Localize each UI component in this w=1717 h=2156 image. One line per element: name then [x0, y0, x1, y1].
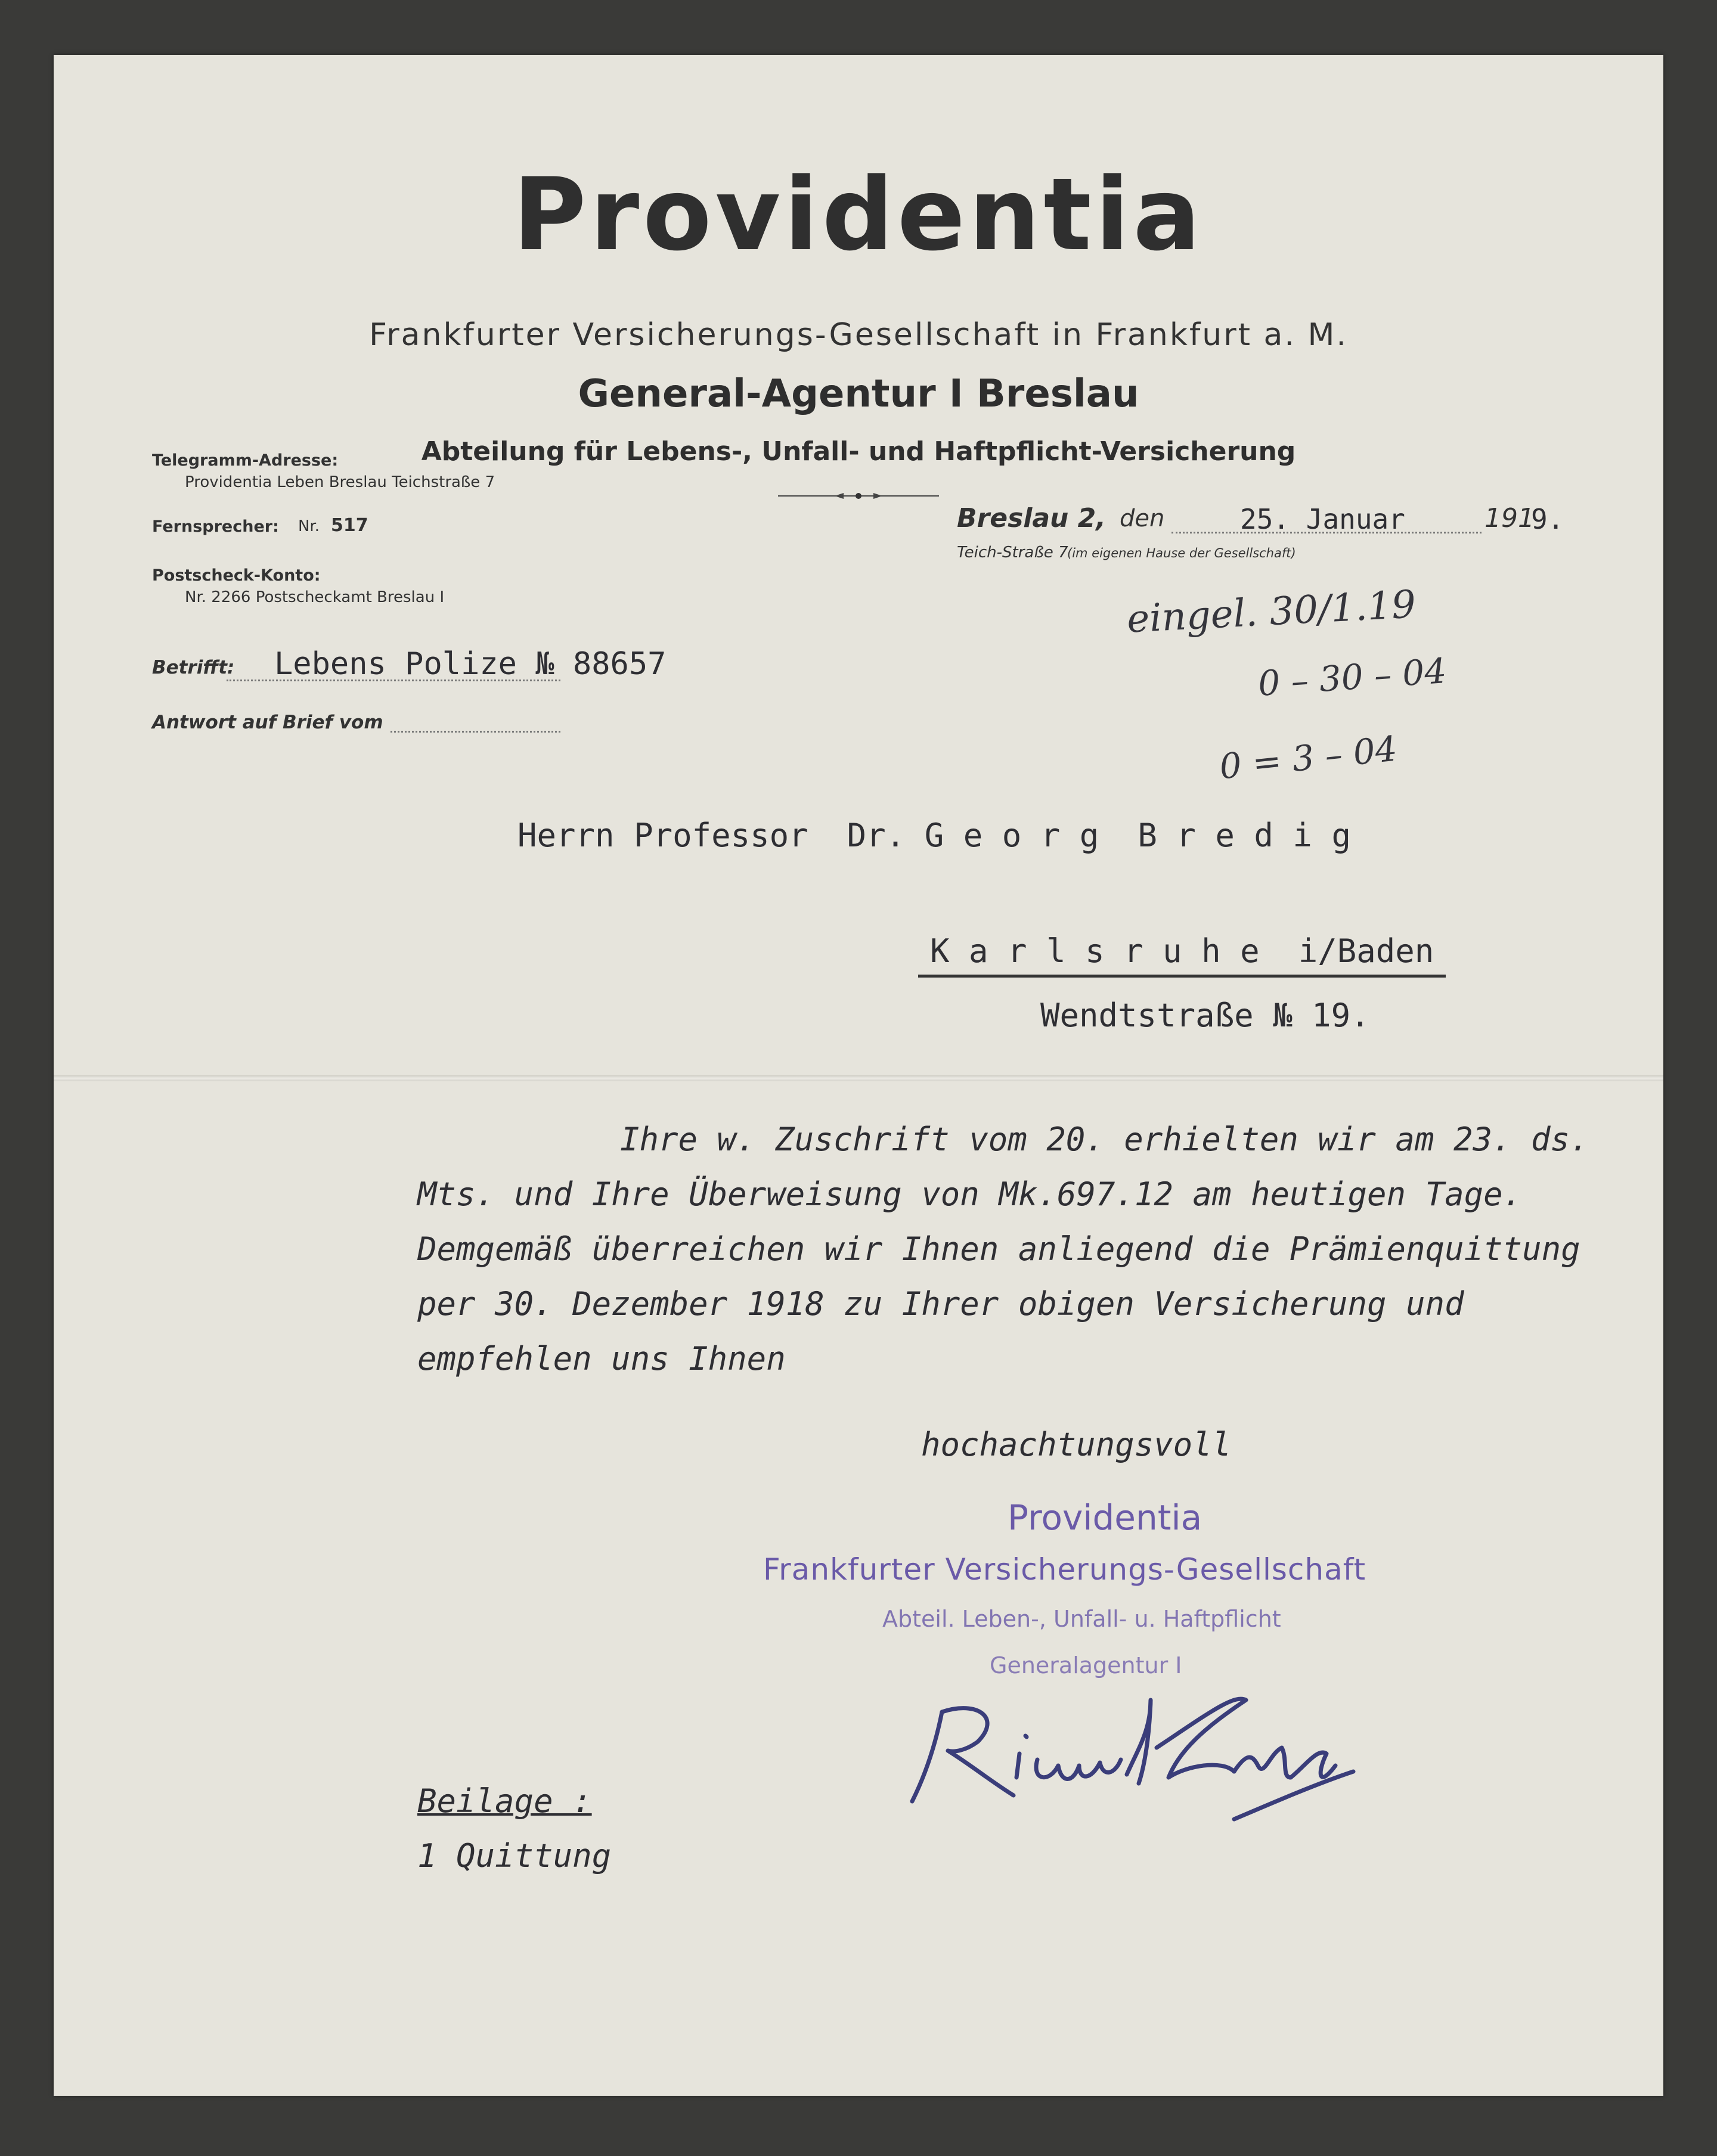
closing-text: hochachtungsvoll — [921, 1426, 1232, 1463]
phone-number: 517 — [331, 515, 368, 536]
dateline-address: Teich-Straße 7 — [957, 544, 1068, 562]
department-title: Abteilung für Lebens-, Unfall- und Haftpflicht-Versicherung — [421, 436, 1296, 467]
body-line-2: Mts. und Ihre Überweisung von Mk.697.12 am heutigen Tage. — [417, 1175, 1523, 1213]
subject-label: Betrifft: — [152, 657, 235, 678]
stamp-subtitle: Frankfurter Versicherungs-Gesellschaft — [763, 1552, 1366, 1587]
recipient-name: Herrn Professor Dr. G e o r g B r e d i g — [517, 817, 1351, 854]
dateline-den: den — [1120, 505, 1165, 532]
date-year-typed: 9. — [1531, 503, 1564, 535]
company-logo: Providentia — [513, 156, 1204, 273]
stamp-agency: Generalagentur I — [990, 1652, 1182, 1679]
telegram-value: Providentia Leben Breslau Teichstraße 7 — [185, 473, 495, 491]
handwritten-note-3: 0 = 3 – 04 — [1217, 728, 1399, 787]
agency-title: General-Agentur I Breslau — [578, 372, 1139, 416]
date-day-month: 25. Januar — [1240, 503, 1405, 535]
handwritten-received-note: eingel. 30/1.19 — [1126, 582, 1417, 642]
body-line-1: Ihre w. Zuschrift vom 20. erhielten wir am 23. ds. — [620, 1121, 1589, 1158]
dateline-place: Breslau 2, — [957, 503, 1107, 533]
phone-prefix: Nr. — [298, 517, 320, 535]
reply-label: Antwort auf Brief vom — [152, 712, 383, 733]
body-line-3: Demgemäß überreichen wir Ihnen anliegend die Prämienquittung — [417, 1230, 1580, 1268]
signature — [900, 1676, 1377, 1831]
recipient-city: K a r l s r u h e i/Baden — [918, 932, 1446, 978]
stamp-company: Providentia — [1008, 1497, 1202, 1538]
enclosure-label: Beilage : — [417, 1782, 592, 1820]
postcheck-label: Postscheck-Konto: — [152, 566, 321, 585]
date-year-printed: 191 — [1484, 503, 1535, 533]
recipient-street: Wendtstraße № 19. — [1040, 997, 1370, 1034]
reply-dotted-line — [390, 731, 560, 733]
dateline-address-note: (im eigenen Hause der Gesellschaft) — [1067, 546, 1296, 560]
body-line-4: per 30. Dezember 1918 zu Ihrer obigen Versicherung und — [417, 1285, 1464, 1323]
phone-label: Fernsprecher: — [152, 517, 279, 536]
postcheck-value: Nr. 2266 Postscheckamt Breslau I — [185, 588, 445, 606]
telegram-label: Telegramm-Adresse: — [152, 451, 339, 470]
stamp-department: Abteil. Leben-, Unfall- u. Haftpflicht — [882, 1606, 1281, 1632]
company-subtitle: Frankfurter Versicherungs-Gesellschaft in Frankfurt a. M. — [369, 317, 1348, 353]
paper-fold — [54, 1075, 1663, 1081]
enclosure-item: 1 Quittung — [417, 1837, 612, 1875]
letter-sheet — [54, 55, 1663, 2096]
subject-value: Lebens Polize № 88657 — [274, 646, 667, 682]
ornament-divider — [778, 489, 939, 503]
body-line-5: empfehlen uns Ihnen — [417, 1340, 786, 1378]
handwritten-note-2: 0 – 30 – 04 — [1257, 650, 1448, 704]
